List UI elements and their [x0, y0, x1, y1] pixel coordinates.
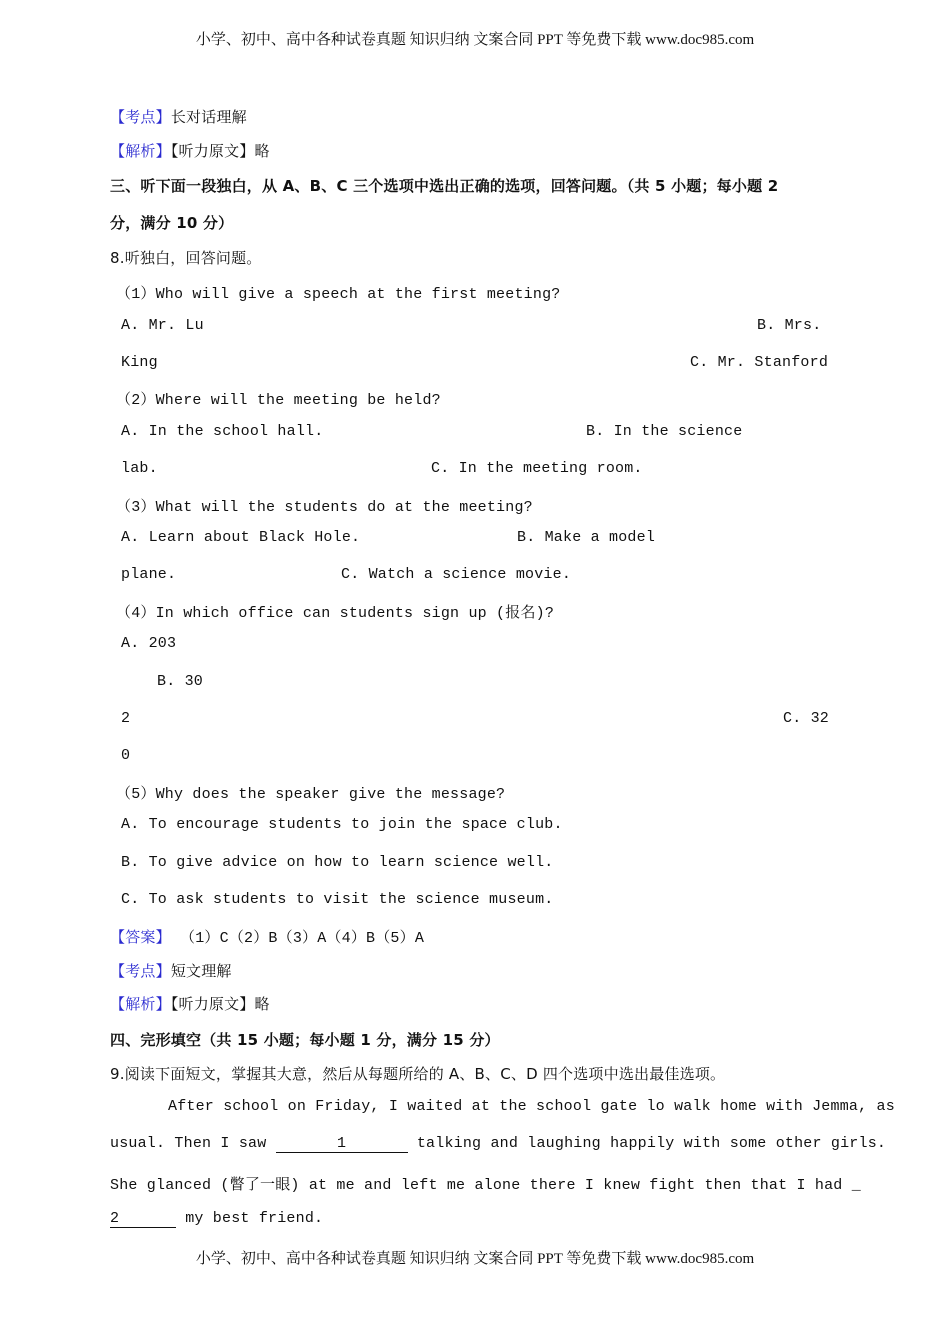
answer-label: 【答案】 [110, 928, 171, 946]
q3-option-a: A. Learn about Black Hole. [121, 529, 361, 546]
kaodian-label: 【考点】 [110, 108, 171, 126]
passage-line-2 [110, 1135, 886, 1153]
answer-row [110, 926, 424, 947]
q4-stem: （4）In which office can students sign up (报名)? [116, 605, 555, 622]
q4-option-c: C. 32 [783, 710, 830, 727]
kaodian-row-1 [110, 106, 247, 127]
passage-line-4 [110, 1210, 323, 1228]
jiexi-row-1 [110, 140, 270, 161]
q5-option-c: C. To ask students to visit the science museum. [121, 891, 554, 908]
blank-2: 2 [110, 1211, 176, 1228]
jiexi-value: 【听力原文】略 [170, 995, 270, 1013]
q2-option-c: C. In the meeting room. [431, 460, 643, 477]
jiexi-row-2 [110, 993, 270, 1014]
q5-option-a: A. To encourage students to join the space club. [121, 816, 563, 833]
q9-intro: 9.阅读下面短文，掌握其大意，然后从每题所给的 A、B、C、D 四个选项中选出最佳选项。 [110, 1065, 726, 1083]
section3-title-line2: 分，满分 10 分） [110, 214, 234, 232]
passage-line-3: She glanced (瞥了一眼) at me and left me alone there I knew fight then that I had _ [110, 1177, 861, 1194]
kaodian-label: 【考点】 [110, 962, 171, 980]
page-header: 小学、初中、高中各种试卷真题 知识归纳 文案合同 PPT 等免费下载 www.doc985.com [195, 32, 755, 48]
q1-option-a: A. Mr. Lu [121, 317, 204, 334]
q4-option-b-cont: 2 [121, 710, 131, 727]
page-footer: 小学、初中、高中各种试卷真题 知识归纳 文案合同 PPT 等免费下载 www.doc985.com [195, 1251, 755, 1267]
passage-line-1: After school on Friday, I waited at the school gate lo walk home with Jemma, as [168, 1098, 895, 1115]
q3-stem: （3）What will the students do at the meeting? [116, 499, 533, 516]
kaodian-value: 短文理解 [170, 962, 232, 980]
q4-option-a: A. 203 [121, 635, 177, 652]
q1-option-c: C. Mr. Stanford [690, 354, 829, 371]
jiexi-value: 【听力原文】略 [170, 142, 270, 160]
q1-option-b: B. Mrs. [757, 317, 822, 334]
q5-option-b: B. To give advice on how to learn science well. [121, 854, 554, 871]
section4-title: 四、完形填空（共 15 小题；每小题 1 分，满分 15 分） [110, 1031, 500, 1049]
q4-option-b: B. 30 [157, 673, 204, 690]
q1-stem: （1）Who will give a speech at the first meeting? [116, 286, 561, 303]
q5-stem: （5）Why does the speaker give the message? [116, 786, 506, 803]
q2-option-a: A. In the school hall. [121, 423, 324, 440]
kaodian-value: 长对话理解 [170, 108, 247, 126]
answer-value: （1）C（2）B（3）A（4）B（5）A [180, 930, 425, 947]
q1-option-b-cont: King [121, 354, 158, 371]
q3-option-b: B. Make a model [517, 529, 656, 546]
blank-1: 1 [276, 1136, 408, 1153]
kaodian-row-2 [110, 960, 232, 981]
section3-title-line1: 三、听下面一段独白，从 A、B、C 三个选项中选出正确的选项，回答问题。（共 5 小题；每小题 2 [110, 177, 779, 195]
q2-stem: （2）Where will the meeting be held? [116, 392, 441, 409]
passage-line-2-post: talking and laughing happily with some other girls. [416, 1135, 887, 1152]
q2-option-b: B. In the science [586, 423, 743, 440]
passage-line-2-pre: usual. Then I saw [110, 1135, 267, 1152]
q4-option-c-cont: 0 [121, 747, 131, 764]
passage-line-4-post: my best friend. [185, 1210, 324, 1227]
q3-option-c: C. Watch a science movie. [341, 566, 572, 583]
q8-intro: 8.听独白，回答问题。 [110, 249, 262, 267]
jiexi-label: 【解析】 [110, 995, 171, 1013]
jiexi-label: 【解析】 [110, 142, 171, 160]
q2-option-b-cont: lab. [121, 460, 158, 477]
q3-option-b-cont: plane. [121, 566, 177, 583]
